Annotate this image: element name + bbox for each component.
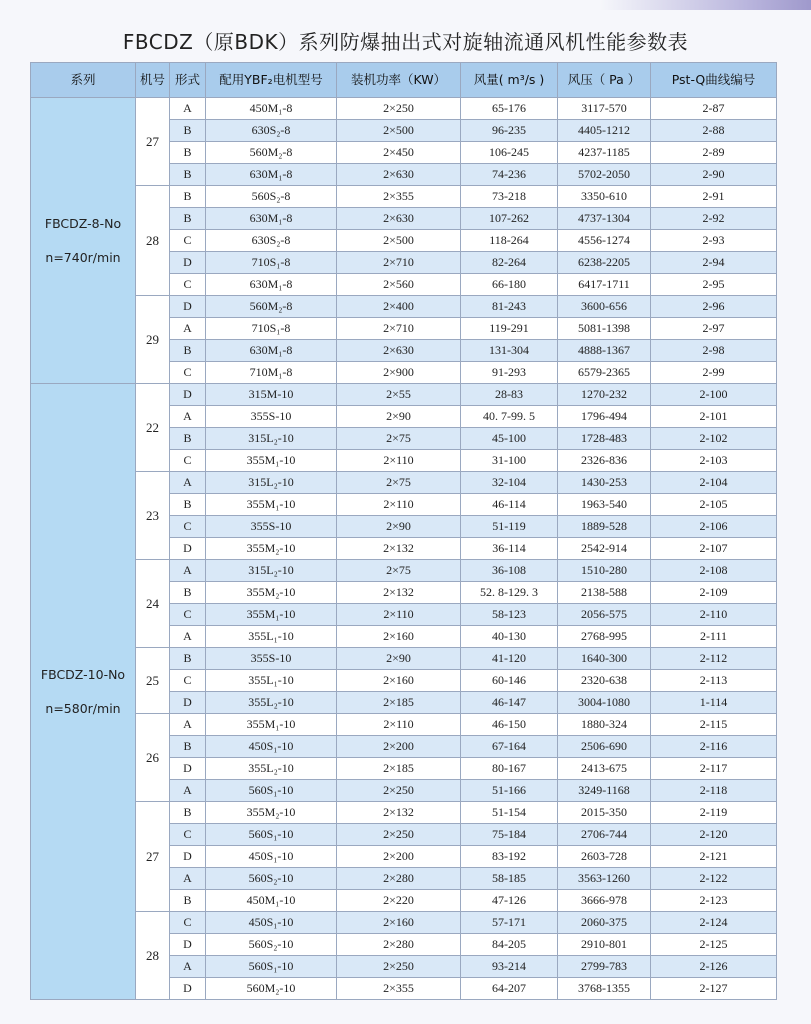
airflow-cell: 57-171 <box>461 912 558 934</box>
form-cell: D <box>170 538 206 560</box>
curve-cell: 2-124 <box>651 912 777 934</box>
machine-no-cell: 28 <box>136 186 170 296</box>
motor-cell: 630M₁-8 <box>206 164 337 186</box>
airflow-cell: 45-100 <box>461 428 558 450</box>
power-cell: 2×110 <box>337 604 461 626</box>
table-row <box>31 384 777 406</box>
motor-cell: 560M₂-8 <box>206 142 337 164</box>
curve-cell: 2-123 <box>651 890 777 912</box>
pressure-cell: 1640-300 <box>558 648 651 670</box>
power-cell: 2×560 <box>337 274 461 296</box>
curve-cell: 2-102 <box>651 428 777 450</box>
motor-cell: 450S₁-10 <box>206 846 337 868</box>
pressure-cell: 3350-610 <box>558 186 651 208</box>
power-cell: 2×75 <box>337 560 461 582</box>
form-cell: A <box>170 956 206 978</box>
form-cell: B <box>170 494 206 516</box>
series-speed: n=740r/min <box>45 249 121 265</box>
pressure-cell: 3768-1355 <box>558 978 651 1000</box>
curve-cell: 2-101 <box>651 406 777 428</box>
motor-cell: 355M₂-10 <box>206 582 337 604</box>
curve-cell: 2-115 <box>651 714 777 736</box>
page-title: FBCDZ（原BDK）系列防爆抽出式对旋轴流通风机性能参数表 <box>122 30 689 54</box>
power-cell: 2×185 <box>337 758 461 780</box>
pressure-cell: 1270-232 <box>558 384 651 406</box>
airflow-cell: 60-146 <box>461 670 558 692</box>
motor-cell: 355L₁-10 <box>206 670 337 692</box>
table-row <box>31 186 777 208</box>
form-cell: A <box>170 560 206 582</box>
header-pressure: 风压（ Pa ） <box>558 63 651 98</box>
form-cell: B <box>170 142 206 164</box>
curve-cell: 2-88 <box>651 120 777 142</box>
motor-cell: 355S-10 <box>206 406 337 428</box>
motor-cell: 710S₁-8 <box>206 252 337 274</box>
motor-cell: 355M₂-10 <box>206 538 337 560</box>
motor-cell: 710M₁-8 <box>206 362 337 384</box>
pressure-cell: 1796-494 <box>558 406 651 428</box>
motor-cell: 450S₁-10 <box>206 736 337 758</box>
airflow-cell: 96-235 <box>461 120 558 142</box>
airflow-cell: 107-262 <box>461 208 558 230</box>
power-cell: 2×90 <box>337 516 461 538</box>
curve-cell: 2-118 <box>651 780 777 802</box>
pressure-cell: 2326-836 <box>558 450 651 472</box>
curve-cell: 2-108 <box>651 560 777 582</box>
power-cell: 2×185 <box>337 692 461 714</box>
curve-cell: 2-96 <box>651 296 777 318</box>
curve-cell: 2-113 <box>651 670 777 692</box>
table-row <box>31 472 777 494</box>
pressure-cell: 6579-2365 <box>558 362 651 384</box>
airflow-cell: 67-164 <box>461 736 558 758</box>
power-cell: 2×160 <box>337 626 461 648</box>
motor-cell: 630M₁-8 <box>206 274 337 296</box>
motor-cell: 630S₂-8 <box>206 120 337 142</box>
form-cell: A <box>170 98 206 120</box>
table-row <box>31 714 777 736</box>
airflow-cell: 52. 8-129. 3 <box>461 582 558 604</box>
pressure-cell: 4405-1212 <box>558 120 651 142</box>
airflow-cell: 91-293 <box>461 362 558 384</box>
airflow-cell: 73-218 <box>461 186 558 208</box>
form-cell: A <box>170 626 206 648</box>
pressure-cell: 1430-253 <box>558 472 651 494</box>
table-body <box>31 98 777 1000</box>
pressure-cell: 3666-978 <box>558 890 651 912</box>
motor-cell: 630M₁-8 <box>206 340 337 362</box>
machine-no-cell: 27 <box>136 802 170 912</box>
curve-cell: 2-89 <box>651 142 777 164</box>
motor-cell: 450S₁-10 <box>206 912 337 934</box>
curve-cell: 2-91 <box>651 186 777 208</box>
form-cell: D <box>170 296 206 318</box>
motor-cell: 355L₂-10 <box>206 758 337 780</box>
curve-cell: 2-116 <box>651 736 777 758</box>
pressure-cell: 2706-744 <box>558 824 651 846</box>
pressure-cell: 3117-570 <box>558 98 651 120</box>
airflow-cell: 47-126 <box>461 890 558 912</box>
airflow-cell: 46-150 <box>461 714 558 736</box>
power-cell: 2×400 <box>337 296 461 318</box>
power-cell: 2×630 <box>337 340 461 362</box>
airflow-cell: 40-130 <box>461 626 558 648</box>
curve-cell: 2-119 <box>651 802 777 824</box>
header-row <box>31 63 777 98</box>
power-cell: 2×200 <box>337 846 461 868</box>
power-cell: 2×250 <box>337 780 461 802</box>
curve-cell: 2-99 <box>651 362 777 384</box>
pressure-cell: 4237-1185 <box>558 142 651 164</box>
curve-cell: 2-97 <box>651 318 777 340</box>
curve-cell: 2-98 <box>651 340 777 362</box>
form-cell: B <box>170 120 206 142</box>
table-row <box>31 648 777 670</box>
airflow-cell: 46-114 <box>461 494 558 516</box>
form-cell: D <box>170 846 206 868</box>
motor-cell: 355L₂-10 <box>206 692 337 714</box>
airflow-cell: 119-291 <box>461 318 558 340</box>
form-cell: B <box>170 428 206 450</box>
form-cell: C <box>170 912 206 934</box>
pressure-cell: 6417-1711 <box>558 274 651 296</box>
table-row <box>31 560 777 582</box>
form-cell: A <box>170 714 206 736</box>
pressure-cell: 1889-528 <box>558 516 651 538</box>
power-cell: 2×132 <box>337 538 461 560</box>
curve-cell: 2-87 <box>651 98 777 120</box>
header-machine: 机号 <box>136 63 170 98</box>
pressure-cell: 2768-995 <box>558 626 651 648</box>
form-cell: B <box>170 802 206 824</box>
motor-cell: 560S₁-10 <box>206 956 337 978</box>
curve-cell: 1-114 <box>651 692 777 714</box>
power-cell: 2×90 <box>337 406 461 428</box>
table-row <box>31 296 777 318</box>
motor-cell: 355M₁-10 <box>206 450 337 472</box>
pressure-cell: 4888-1367 <box>558 340 651 362</box>
curve-cell: 2-94 <box>651 252 777 274</box>
pressure-cell: 4737-1304 <box>558 208 651 230</box>
form-cell: B <box>170 582 206 604</box>
form-cell: D <box>170 934 206 956</box>
motor-cell: 355M₂-10 <box>206 802 337 824</box>
curve-cell: 2-93 <box>651 230 777 252</box>
airflow-cell: 83-192 <box>461 846 558 868</box>
form-cell: B <box>170 164 206 186</box>
table-header <box>31 63 777 98</box>
power-cell: 2×900 <box>337 362 461 384</box>
motor-cell: 560S₂-10 <box>206 868 337 890</box>
power-cell: 2×355 <box>337 186 461 208</box>
pressure-cell: 3563-1260 <box>558 868 651 890</box>
power-cell: 2×110 <box>337 494 461 516</box>
pressure-cell: 2060-375 <box>558 912 651 934</box>
pressure-cell: 5081-1398 <box>558 318 651 340</box>
power-cell: 2×220 <box>337 890 461 912</box>
curve-cell: 2-126 <box>651 956 777 978</box>
power-cell: 2×132 <box>337 802 461 824</box>
motor-cell: 560S₁-10 <box>206 824 337 846</box>
curve-cell: 2-107 <box>651 538 777 560</box>
power-cell: 2×160 <box>337 912 461 934</box>
form-cell: C <box>170 362 206 384</box>
curve-cell: 2-120 <box>651 824 777 846</box>
curve-cell: 2-117 <box>651 758 777 780</box>
header-power: 装机功率（KW） <box>337 63 461 98</box>
motor-cell: 630S₂-8 <box>206 230 337 252</box>
pressure-cell: 2413-675 <box>558 758 651 780</box>
pressure-cell: 2320-638 <box>558 670 651 692</box>
airflow-cell: 41-120 <box>461 648 558 670</box>
power-cell: 2×450 <box>337 142 461 164</box>
power-cell: 2×250 <box>337 956 461 978</box>
pressure-cell: 4556-1274 <box>558 230 651 252</box>
machine-no-cell: 26 <box>136 714 170 802</box>
power-cell: 2×280 <box>337 868 461 890</box>
curve-cell: 2-104 <box>651 472 777 494</box>
power-cell: 2×630 <box>337 208 461 230</box>
power-cell: 2×280 <box>337 934 461 956</box>
airflow-cell: 32-104 <box>461 472 558 494</box>
performance-table <box>30 62 777 1000</box>
form-cell: C <box>170 604 206 626</box>
curve-cell: 2-105 <box>651 494 777 516</box>
form-cell: A <box>170 406 206 428</box>
form-cell: B <box>170 208 206 230</box>
curve-cell: 2-100 <box>651 384 777 406</box>
curve-cell: 2-121 <box>651 846 777 868</box>
pressure-cell: 1510-280 <box>558 560 651 582</box>
header-airflow: 风量( m³/s ) <box>461 63 558 98</box>
airflow-cell: 84-205 <box>461 934 558 956</box>
form-cell: B <box>170 890 206 912</box>
pressure-cell: 6238-2205 <box>558 252 651 274</box>
airflow-cell: 75-184 <box>461 824 558 846</box>
header-series: 系列 <box>31 63 136 98</box>
airflow-cell: 51-166 <box>461 780 558 802</box>
power-cell: 2×160 <box>337 670 461 692</box>
form-cell: B <box>170 340 206 362</box>
series-name: FBCDZ-8-No <box>44 215 122 231</box>
power-cell: 2×250 <box>337 98 461 120</box>
table-row <box>31 912 777 934</box>
form-cell: D <box>170 978 206 1000</box>
machine-no-cell: 25 <box>136 648 170 714</box>
form-cell: D <box>170 692 206 714</box>
airflow-cell: 80-167 <box>461 758 558 780</box>
series-cell <box>31 384 136 1000</box>
form-cell: C <box>170 824 206 846</box>
pressure-cell: 1880-324 <box>558 714 651 736</box>
airflow-cell: 81-243 <box>461 296 558 318</box>
motor-cell: 315L₂-10 <box>206 560 337 582</box>
motor-cell: 560S₁-10 <box>206 780 337 802</box>
form-cell: B <box>170 648 206 670</box>
power-cell: 2×250 <box>337 824 461 846</box>
series-cell <box>31 98 136 384</box>
machine-no-cell: 23 <box>136 472 170 560</box>
power-cell: 2×710 <box>337 252 461 274</box>
motor-cell: 710S₁-8 <box>206 318 337 340</box>
pressure-cell: 3249-1168 <box>558 780 651 802</box>
airflow-cell: 66-180 <box>461 274 558 296</box>
motor-cell: 450M₁-8 <box>206 98 337 120</box>
motor-cell: 560S₂-8 <box>206 186 337 208</box>
power-cell: 2×200 <box>337 736 461 758</box>
motor-cell: 355S-10 <box>206 516 337 538</box>
form-cell: A <box>170 472 206 494</box>
airflow-cell: 28-83 <box>461 384 558 406</box>
airflow-cell: 51-154 <box>461 802 558 824</box>
power-cell: 2×710 <box>337 318 461 340</box>
pressure-cell: 2138-588 <box>558 582 651 604</box>
pressure-cell: 2910-801 <box>558 934 651 956</box>
power-cell: 2×355 <box>337 978 461 1000</box>
pressure-cell: 3600-656 <box>558 296 651 318</box>
pressure-cell: 3004-1080 <box>558 692 651 714</box>
airflow-cell: 74-236 <box>461 164 558 186</box>
form-cell: D <box>170 758 206 780</box>
header-motor: 配用YBF₂电机型号 <box>206 63 337 98</box>
pressure-cell: 2603-728 <box>558 846 651 868</box>
pressure-cell: 2506-690 <box>558 736 651 758</box>
machine-no-cell: 27 <box>136 98 170 186</box>
form-cell: B <box>170 736 206 758</box>
machine-no-cell: 24 <box>136 560 170 648</box>
form-cell: D <box>170 252 206 274</box>
pressure-cell: 2542-914 <box>558 538 651 560</box>
power-cell: 2×500 <box>337 120 461 142</box>
power-cell: 2×110 <box>337 714 461 736</box>
motor-cell: 355S-10 <box>206 648 337 670</box>
airflow-cell: 46-147 <box>461 692 558 714</box>
form-cell: C <box>170 274 206 296</box>
form-cell: C <box>170 230 206 252</box>
motor-cell: 315L₂-10 <box>206 428 337 450</box>
motor-cell: 630M₁-8 <box>206 208 337 230</box>
power-cell: 2×75 <box>337 428 461 450</box>
curve-cell: 2-109 <box>651 582 777 604</box>
airflow-cell: 31-100 <box>461 450 558 472</box>
airflow-cell: 36-114 <box>461 538 558 560</box>
airflow-cell: 51-119 <box>461 516 558 538</box>
form-cell: D <box>170 384 206 406</box>
curve-cell: 2-127 <box>651 978 777 1000</box>
curve-cell: 2-125 <box>651 934 777 956</box>
power-cell: 2×500 <box>337 230 461 252</box>
power-cell: 2×55 <box>337 384 461 406</box>
curve-cell: 2-95 <box>651 274 777 296</box>
curve-cell: 2-110 <box>651 604 777 626</box>
accent-stripe <box>600 0 811 10</box>
power-cell: 2×90 <box>337 648 461 670</box>
pressure-cell: 2799-783 <box>558 956 651 978</box>
motor-cell: 560M₂-8 <box>206 296 337 318</box>
series-speed: n=580r/min <box>45 700 121 716</box>
curve-cell: 2-90 <box>651 164 777 186</box>
curve-cell: 2-122 <box>651 868 777 890</box>
table-row <box>31 802 777 824</box>
series-name: FBCDZ-10-No <box>40 666 126 682</box>
form-cell: A <box>170 780 206 802</box>
curve-cell: 2-112 <box>651 648 777 670</box>
motor-cell: 355M₁-10 <box>206 494 337 516</box>
table-row <box>31 98 777 120</box>
curve-cell: 2-111 <box>651 626 777 648</box>
machine-no-cell: 29 <box>136 296 170 384</box>
motor-cell: 560S₂-10 <box>206 934 337 956</box>
airflow-cell: 65-176 <box>461 98 558 120</box>
airflow-cell: 82-264 <box>461 252 558 274</box>
airflow-cell: 58-123 <box>461 604 558 626</box>
motor-cell: 355M₁-10 <box>206 714 337 736</box>
pressure-cell: 2056-575 <box>558 604 651 626</box>
curve-cell: 2-106 <box>651 516 777 538</box>
airflow-cell: 118-264 <box>461 230 558 252</box>
form-cell: A <box>170 318 206 340</box>
machine-no-cell: 22 <box>136 384 170 472</box>
form-cell: C <box>170 450 206 472</box>
pressure-cell: 1963-540 <box>558 494 651 516</box>
power-cell: 2×110 <box>337 450 461 472</box>
curve-cell: 2-103 <box>651 450 777 472</box>
header-form: 形式 <box>170 63 206 98</box>
pressure-cell: 1728-483 <box>558 428 651 450</box>
airflow-cell: 131-304 <box>461 340 558 362</box>
curve-cell: 2-92 <box>651 208 777 230</box>
airflow-cell: 58-185 <box>461 868 558 890</box>
motor-cell: 450M₁-10 <box>206 890 337 912</box>
motor-cell: 355M₁-10 <box>206 604 337 626</box>
header-curve: Pst-Q曲线编号 <box>651 63 777 98</box>
motor-cell: 315M-10 <box>206 384 337 406</box>
pressure-cell: 5702-2050 <box>558 164 651 186</box>
form-cell: A <box>170 868 206 890</box>
motor-cell: 315L₂-10 <box>206 472 337 494</box>
form-cell: C <box>170 670 206 692</box>
form-cell: C <box>170 516 206 538</box>
machine-no-cell: 28 <box>136 912 170 1000</box>
power-cell: 2×132 <box>337 582 461 604</box>
airflow-cell: 64-207 <box>461 978 558 1000</box>
motor-cell: 355L₁-10 <box>206 626 337 648</box>
power-cell: 2×75 <box>337 472 461 494</box>
airflow-cell: 40. 7-99. 5 <box>461 406 558 428</box>
power-cell: 2×630 <box>337 164 461 186</box>
form-cell: B <box>170 186 206 208</box>
airflow-cell: 36-108 <box>461 560 558 582</box>
airflow-cell: 93-214 <box>461 956 558 978</box>
pressure-cell: 2015-350 <box>558 802 651 824</box>
airflow-cell: 106-245 <box>461 142 558 164</box>
motor-cell: 560M₂-10 <box>206 978 337 1000</box>
